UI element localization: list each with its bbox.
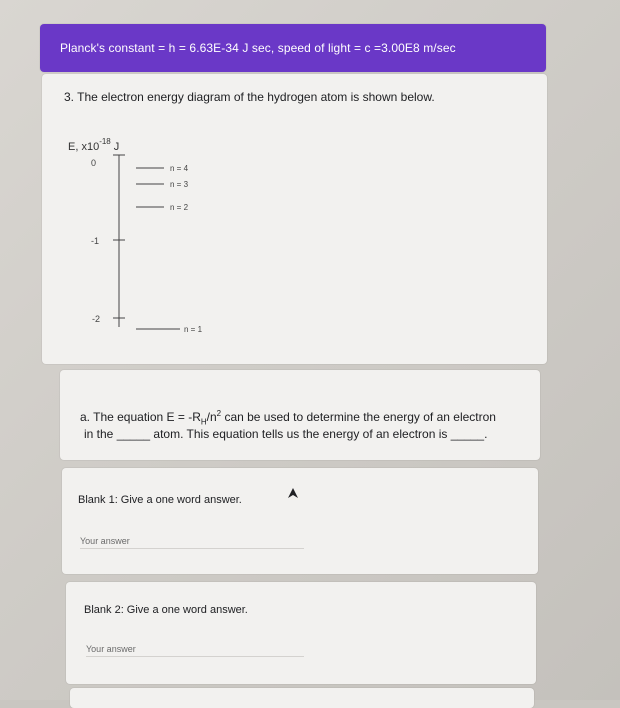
blank-1-marker: _____ (116, 427, 151, 442)
level-label-n1: n = 1 (184, 325, 203, 334)
tick-label-minus-2: -2 (92, 314, 101, 324)
axis-label (68, 137, 119, 153)
header-text: Planck's constant = h = 6.63E-34 J sec, speed of light = c =3.00E8 m/sec (60, 41, 456, 55)
blank-2-card (66, 582, 536, 684)
blank-1-input[interactable] (80, 534, 304, 549)
level-label-n4: n = 4 (170, 164, 189, 173)
blank-2-marker: _____ (450, 427, 485, 442)
tick-label-minus-1: -1 (91, 236, 100, 246)
axis-label-exp: -18 (99, 137, 111, 146)
blank-2-input[interactable] (86, 642, 304, 657)
question-title: 3. The electron energy diagram of the hydrogen atom is shown below. (64, 90, 435, 104)
level-label-n3: n = 3 (170, 180, 189, 189)
blank-2-label: Blank 2: Give a one word answer. (84, 604, 248, 616)
part-a-line-2: in the _____ atom. This equation tells us the energy of an electron is _____. (84, 427, 488, 442)
axis-label-main: E, x10 (68, 141, 100, 153)
level-label-n2: n = 2 (170, 203, 189, 212)
part-a-line-1: a. The equation $E = -R_H/n^2$ can be used to determine the energy of an electron (80, 409, 496, 427)
mouse-cursor-icon (288, 488, 298, 500)
blank-1-card (62, 468, 538, 574)
part-a-text (80, 408, 530, 440)
tick-label-0: 0 (91, 158, 97, 168)
next-question-card (70, 688, 534, 708)
axis-label-unit: J (113, 141, 120, 153)
blank-1-label: Blank 1: Give a one word answer. (78, 494, 242, 506)
part-a-card (60, 370, 540, 460)
